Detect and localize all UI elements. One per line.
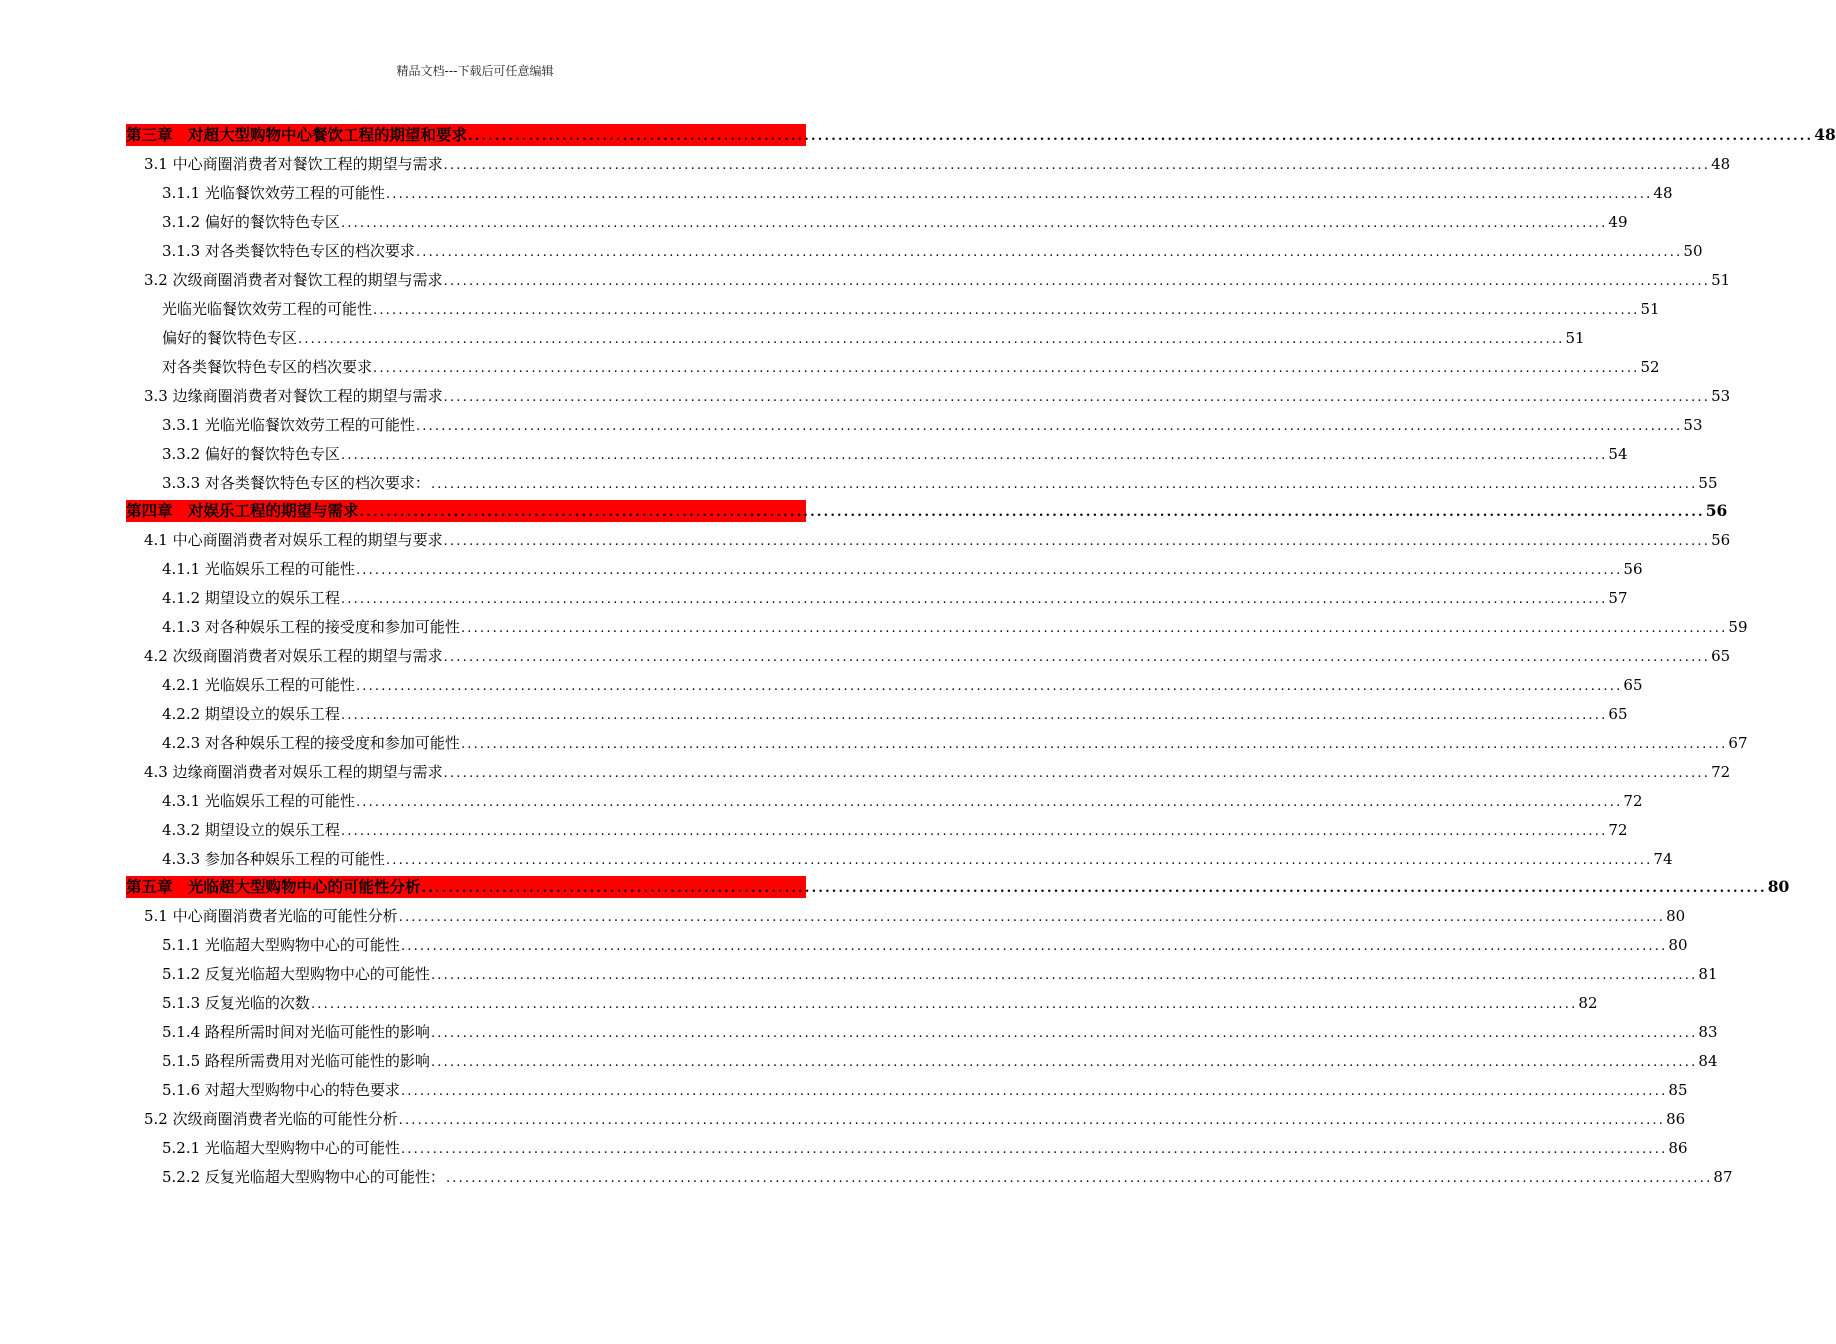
toc-entry-title: 5.2.2 反复光临超大型购物中心的可能性：: [162, 1168, 445, 1186]
dot-leader: ........................................................................................................................................................................................................: [373, 361, 1640, 376]
toc-entry-page-number: 55: [1698, 474, 1718, 492]
dot-leader: ........................................................................................................................................................................................................: [443, 158, 1711, 173]
dot-leader: ........................................................................................................................................................................................................: [400, 1084, 1668, 1099]
toc-entry-title: 4.2.1 光临娱乐工程的可能性: [162, 676, 355, 694]
toc-entry-page-number: 49: [1608, 213, 1628, 231]
dot-leader: ........................................................................................................................................................................................................: [385, 853, 1653, 868]
dot-leader: ........................................................................................................................................................................................................: [340, 216, 1608, 231]
dot-leader: ........................................................................................................................................................................................................: [359, 505, 1705, 520]
toc-entry-page-number: 80: [1767, 877, 1790, 896]
toc-entry-page-number: 51: [1565, 329, 1585, 347]
dot-leader: ........................................................................................................................................................................................................: [400, 1142, 1668, 1157]
dot-leader: ........................................................................................................................................................................................................: [398, 910, 1666, 925]
toc-entry-title: 对各类餐饮特色专区的档次要求: [162, 358, 373, 376]
toc-entry-page-number: 86: [1668, 1139, 1688, 1157]
dot-leader: ........................................................................................................................................................................................................: [415, 245, 1683, 260]
toc-entry-title: 3.1.1 光临餐饮效劳工程的可能性: [162, 184, 385, 202]
dot-leader: ........................................................................................................................................................................................................: [400, 939, 1668, 954]
toc-entry-title: 5.1.6 对超大型购物中心的特色要求: [162, 1081, 400, 1099]
dot-leader: ........................................................................................................................................................................................................: [443, 274, 1711, 289]
toc-entry-page-number: 86: [1666, 1110, 1686, 1128]
dot-leader: ........................................................................................................................................................................................................: [310, 997, 1578, 1012]
dot-leader: ........................................................................................................................................................................................................: [298, 332, 1565, 347]
toc-entry-title: 4.1.1 光临娱乐工程的可能性: [162, 560, 355, 578]
toc-entry-page-number: 53: [1683, 416, 1703, 434]
toc-entry-title: 3.1 中心商圈消费者对餐饮工程的期望与需求: [144, 155, 443, 173]
toc-entry-title: 3.3.2 偏好的餐饮特色专区: [162, 445, 340, 463]
toc-entry-page-number: 51: [1640, 300, 1660, 318]
toc-entry-title: 4.1.3 对各种娱乐工程的接受度和参加可能性: [162, 618, 460, 636]
toc-entry[interactable]: [126, 438, 1628, 467]
toc-entry[interactable]: [126, 409, 1703, 438]
toc-entry[interactable]: [126, 206, 1628, 235]
toc-entry[interactable]: [126, 293, 1660, 322]
toc-entry-page-number: 50: [1683, 242, 1703, 260]
toc-entry-page-number: 54: [1608, 445, 1628, 463]
toc-entry-title: 5.1.3 反复光临的次数: [162, 994, 310, 1012]
toc-chapter-entry[interactable]: [126, 124, 1836, 146]
toc-entry-page-number: 48: [1711, 155, 1731, 173]
dot-leader: ........................................................................................................................................................................................................: [468, 129, 1814, 144]
dot-leader: ........................................................................................................................................................................................................: [340, 592, 1608, 607]
toc-chapter-entry[interactable]: [126, 876, 1790, 898]
dot-leader: ........................................................................................................................................................................................................: [430, 1055, 1698, 1070]
toc-entry-title: 5.1.2 反复光临超大型购物中心的可能性: [162, 965, 430, 983]
toc-entry-title: 5.1.4 路程所需时间对光临可能性的影响: [162, 1023, 430, 1041]
toc-entry[interactable]: [126, 698, 1628, 727]
toc-entry-title: 4.1.2 期望设立的娱乐工程: [162, 589, 340, 607]
toc-entry-title: 3.3 边缘商圈消费者对餐饮工程的期望与需求: [144, 387, 443, 405]
toc-entry-title: 4.3.1 光临娱乐工程的可能性: [162, 792, 355, 810]
toc-entry-page-number: 65: [1711, 647, 1731, 665]
toc-entry-title: 4.2.3 对各种娱乐工程的接受度和参加可能性: [162, 734, 460, 752]
page-header: 精品文档---下载后可任意编辑: [396, 64, 554, 78]
toc-entry[interactable]: [126, 177, 1673, 206]
toc-entry-page-number: 72: [1623, 792, 1643, 810]
toc-entry-title: 5.2 次级商圈消费者光临的可能性分析: [144, 1110, 398, 1128]
toc-entry-page-number: 72: [1608, 821, 1628, 839]
dot-leader: ........................................................................................................................................................................................................: [460, 737, 1728, 752]
dot-leader: ........................................................................................................................................................................................................: [385, 187, 1653, 202]
toc-entry-title: 4.3.3 参加各种娱乐工程的可能性: [162, 850, 385, 868]
toc-entry-title: 第五章 光临超大型购物中心的可能性分析: [126, 877, 421, 896]
toc-entry-page-number: 81: [1698, 965, 1718, 983]
toc-entry[interactable]: [126, 785, 1643, 814]
toc-entry-title: 5.1.1 光临超大型购物中心的可能性: [162, 936, 400, 954]
toc-entry[interactable]: [126, 1132, 1688, 1161]
dot-leader: ........................................................................................................................................................................................................: [398, 1113, 1666, 1128]
dot-leader: ........................................................................................................................................................................................................: [421, 881, 1767, 896]
toc-entry[interactable]: [126, 264, 1731, 293]
dot-leader: ........................................................................................................................................................................................................: [340, 824, 1608, 839]
toc-entry-page-number: 82: [1578, 994, 1598, 1012]
toc-entry-title: 4.3.2 期望设立的娱乐工程: [162, 821, 340, 839]
dot-leader: ........................................................................................................................................................................................................: [373, 303, 1640, 318]
toc-entry-page-number: 51: [1711, 271, 1731, 289]
toc-entry-page-number: 56: [1705, 501, 1728, 520]
toc-entry-page-number: 65: [1623, 676, 1643, 694]
toc-entry-title: 3.3.1 光临光临餐饮效劳工程的可能性: [162, 416, 415, 434]
toc-entry-title: 4.2 次级商圈消费者对娱乐工程的期望与需求: [144, 647, 443, 665]
toc-entry[interactable]: [126, 1161, 1733, 1190]
toc-entry-title: 光临光临餐饮效劳工程的可能性: [162, 300, 373, 318]
toc-entry-page-number: 65: [1608, 705, 1628, 723]
dot-leader: ........................................................................................................................................................................................................: [443, 766, 1711, 781]
dot-leader: ........................................................................................................................................................................................................: [430, 1026, 1698, 1041]
toc-entry-page-number: 74: [1653, 850, 1673, 868]
toc-entry-page-number: 56: [1623, 560, 1643, 578]
toc-entry[interactable]: [126, 640, 1731, 669]
dot-leader: ........................................................................................................................................................................................................: [355, 563, 1623, 578]
toc-entry-page-number: 59: [1728, 618, 1748, 636]
dot-leader: ........................................................................................................................................................................................................: [340, 708, 1608, 723]
dot-leader: ........................................................................................................................................................................................................: [443, 650, 1711, 665]
dot-leader: ........................................................................................................................................................................................................: [355, 795, 1623, 810]
toc-entry[interactable]: [126, 322, 1585, 351]
table-of-contents: [126, 124, 1836, 1190]
toc-entry-page-number: 67: [1728, 734, 1748, 752]
toc-entry[interactable]: [126, 1074, 1688, 1103]
toc-entry[interactable]: [126, 814, 1628, 843]
dot-leader: ........................................................................................................................................................................................................: [460, 621, 1728, 636]
toc-entry-title: 3.2 次级商圈消费者对餐饮工程的期望与需求: [144, 271, 443, 289]
toc-entry-page-number: 85: [1668, 1081, 1688, 1099]
toc-entry[interactable]: [126, 148, 1731, 177]
toc-chapter-entry[interactable]: [126, 500, 1728, 522]
toc-entry[interactable]: [126, 235, 1703, 264]
toc-entry[interactable]: [126, 351, 1660, 380]
dot-leader: ........................................................................................................................................................................................................: [340, 448, 1608, 463]
toc-entry-title: 4.2.2 期望设立的娱乐工程: [162, 705, 340, 723]
toc-entry[interactable]: [126, 843, 1673, 872]
dot-leader: ........................................................................................................................................................................................................: [430, 477, 1698, 492]
toc-entry[interactable]: [126, 524, 1731, 553]
toc-entry[interactable]: [126, 553, 1643, 582]
toc-entry-title: 3.3.3 对各类餐饮特色专区的档次要求：: [162, 474, 430, 492]
toc-entry-title: 5.1.5 路程所需费用对光临可能性的影响: [162, 1052, 430, 1070]
toc-entry-title: 3.1.2 偏好的餐饮特色专区: [162, 213, 340, 231]
dot-leader: ........................................................................................................................................................................................................: [355, 679, 1623, 694]
toc-entry-page-number: 80: [1666, 907, 1686, 925]
toc-entry[interactable]: [126, 1103, 1686, 1132]
toc-entry[interactable]: [126, 900, 1686, 929]
dot-leader: ........................................................................................................................................................................................................: [443, 390, 1711, 405]
toc-entry-page-number: 72: [1711, 763, 1731, 781]
toc-entry-page-number: 87: [1713, 1168, 1733, 1186]
toc-entry[interactable]: [126, 611, 1748, 640]
toc-entry[interactable]: [126, 987, 1598, 1016]
toc-entry[interactable]: [126, 929, 1688, 958]
toc-entry-page-number: 80: [1668, 936, 1688, 954]
toc-entry-page-number: 48: [1653, 184, 1673, 202]
toc-entry-page-number: 52: [1640, 358, 1660, 376]
toc-entry[interactable]: [126, 958, 1718, 987]
toc-entry-page-number: 84: [1698, 1052, 1718, 1070]
toc-entry[interactable]: [126, 467, 1718, 496]
toc-entry[interactable]: [126, 380, 1731, 409]
toc-entry[interactable]: [126, 669, 1643, 698]
toc-entry-page-number: 83: [1698, 1023, 1718, 1041]
toc-entry-page-number: 48: [1814, 125, 1836, 144]
toc-entry-title: 第四章 对娱乐工程的期望与需求: [126, 501, 359, 520]
toc-entry-title: 5.1 中心商圈消费者光临的可能性分析: [144, 907, 398, 925]
toc-entry-title: 3.1.3 对各类餐饮特色专区的档次要求: [162, 242, 415, 260]
toc-entry-title: 第三章 对超大型购物中心餐饮工程的期望和要求: [126, 125, 468, 144]
toc-entry[interactable]: [126, 582, 1628, 611]
dot-leader: ........................................................................................................................................................................................................: [415, 419, 1683, 434]
toc-entry-page-number: 56: [1711, 531, 1731, 549]
toc-entry[interactable]: [126, 1045, 1718, 1074]
toc-entry-title: 偏好的餐饮特色专区: [162, 329, 298, 347]
dot-leader: ........................................................................................................................................................................................................: [443, 534, 1711, 549]
toc-entry-page-number: 53: [1711, 387, 1731, 405]
dot-leader: ........................................................................................................................................................................................................: [445, 1171, 1713, 1186]
toc-entry[interactable]: [126, 727, 1748, 756]
toc-entry-page-number: 57: [1608, 589, 1628, 607]
toc-entry[interactable]: [126, 756, 1731, 785]
toc-entry[interactable]: [126, 1016, 1718, 1045]
toc-entry-title: 4.1 中心商圈消费者对娱乐工程的期望与要求: [144, 531, 443, 549]
dot-leader: ........................................................................................................................................................................................................: [430, 968, 1698, 983]
toc-entry-title: 5.2.1 光临超大型购物中心的可能性: [162, 1139, 400, 1157]
toc-entry-title: 4.3 边缘商圈消费者对娱乐工程的期望与需求: [144, 763, 443, 781]
